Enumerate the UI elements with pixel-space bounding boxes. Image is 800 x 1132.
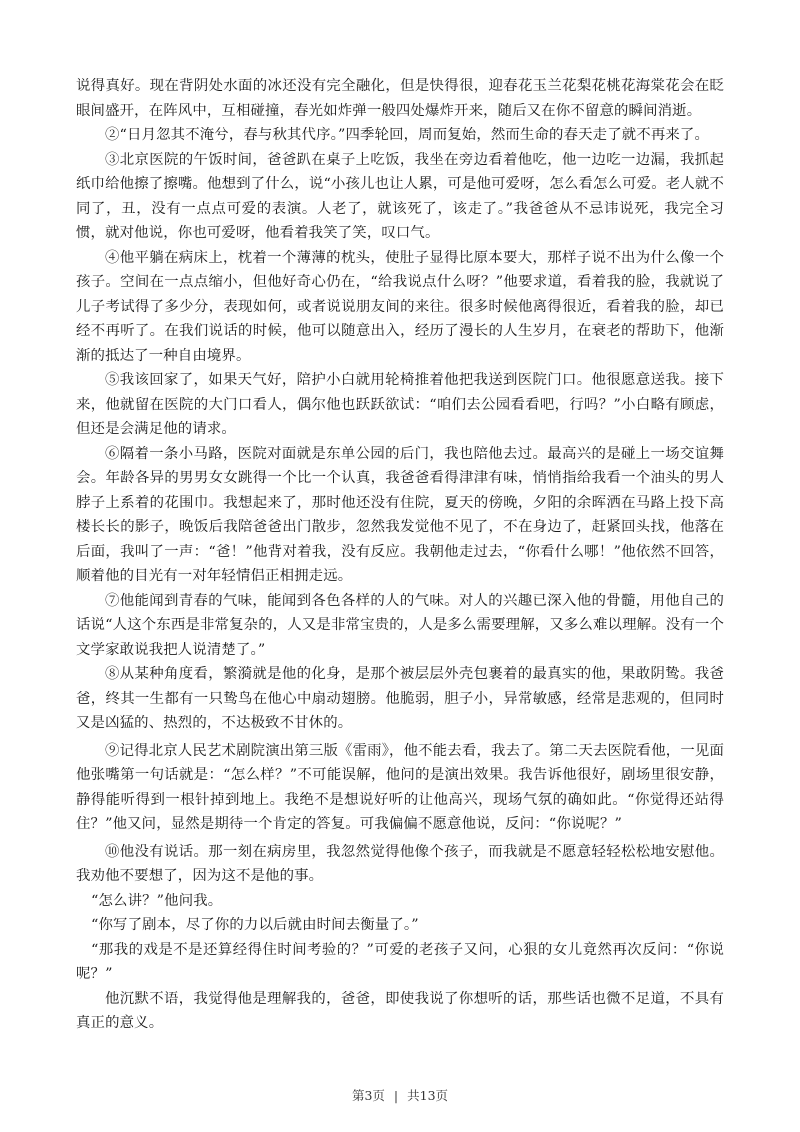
page-number: 第3页	[351, 1088, 385, 1103]
paragraph-3: ③北京医院的午饭时间，爸爸趴在桌子上吃饭，我坐在旁边看着他吃，他一边吃一边漏，我抓起纸巾给他擦了擦嘴。他想到了什么，说“小孩儿也让人累，可是他可爱呀，怎么看怎么可爱。老人就不同了，丑，没有一点点可爱的表演。人老了，就该死了，该走了。”我爸爸从不忌讳说死，我完全习惯，就对他说，你也可爱呀，他看着我笑了笑，叹口气。	[76, 151, 724, 241]
closing-paragraph: 他沉默不语，我觉得他是理解我的，爸爸，即使我说了你想听的话，那些话也微不足道，不具有真正的意义。	[76, 990, 724, 1031]
dialogue-line-1: “怎么讲？”他问我。	[91, 892, 223, 909]
paragraph-9: ⑨记得北京人民艺术剧院演出第三版《雷雨》，他不能去看，我去了。第二天去医院看他，一见面他张嘴第一句话就是：“怎么样？”不可能误解，他问的是演出效果。我告诉他很好，剧场里很安静，静得能听得到一根针掉到地上。我绝不是想说好听的让他高兴，现场气氛的确如此。“你觉得还站得住？”他又问，显然是期待一个肯定的答复。可我偏偏不愿意他说，反问：“你说呢？”	[76, 742, 724, 832]
dialogue-line-2: “你写了剧本，尽了你的力以后就由时间去衡量了。”	[91, 917, 419, 933]
dialogue-line-3: “那我的戏是不是还算经得住时间考验的？”可爱的老孩子又问，心狠的女儿竟然再次反问：“你说呢？”	[76, 941, 724, 982]
total-pages: 共13页	[407, 1088, 449, 1103]
footer-divider: |	[393, 1088, 399, 1103]
paragraph-5: ⑤我该回家了，如果天气好，陪护小白就用轮椅推着他把我送到医院门口。他很愿意送我。接下来，他就留在医院的大门口看人，偶尔他也跃跃欲试：“咱们去公园看看吧，行吗？”小白略有顾虑，但还是会满足他的请求。	[76, 372, 724, 437]
page-footer	[0, 1086, 800, 1104]
paragraph-8: ⑧从某种角度看，繁漪就是他的化身，是那个被层层外壳包裹着的最真实的他，果敢阴鸷。我爸爸，终其一生都有一只鸷鸟在他心中扇动翅膀。他脆弱，胆子小，异常敏感，经常是悲观的，但同时又是凶猛的、热烈的，不达极致不甘休的。	[76, 666, 724, 731]
paragraph-7: ⑦他能闻到青春的气味，能闻到各色各样的人的气味。对人的兴趣已深入他的骨髓，用他自己的话说“人这个东西是非常复杂的，人又是非常宝贵的，人是多么需要理解，又多么难以理解。没有一个文学家敢说我把人说清楚了。”	[76, 592, 724, 658]
paragraph-6: ⑥隔着一条小马路，医院对面就是东单公园的后门，我也陪他去过。最高兴的是碰上一场交谊舞会。年龄各异的男男女女跳得一个比一个认真，我爸爸看得津津有味，悄悄指给我看一个油头的男人脖子上系着的花围巾。我想起来了，那时他还没有住院，夏天的傍晚，夕阳的余晖洒在马路上投下高楼长长的影子，晚饭后我陪爸爸出门散步，忽然我发觉他不见了，不在身边了，赶紧回头找，他落在后面，我叫了一声：“爸！”他背对着我，没有反应。我朝他走过去，“你看什么哪！”他依然不回答，顺着他的目光有一对年轻情侣正相拥走远。	[76, 445, 724, 584]
paragraph-2: ②“日月忽其不淹兮，春与秋其代序。”四季轮回，周而复始，然而生命的春天走了就不再来了。	[105, 127, 709, 143]
paragraph-10: ⑩他没有说话。那一刻在病房里，我忽然觉得他像个孩子，而我就是不愿意轻轻松松地安慰他。我劝他不要想了，因为这不是他的事。	[76, 843, 724, 884]
document-body	[76, 74, 724, 1036]
paragraph-4: ④他平躺在病床上，枕着一个薄薄的枕头，使肚子显得比原本要大，那样子说不出为什么像一个孩子。空间在一点点缩小，但他好奇心仍在，“给我说点什么呀？”他要求道，看着我的脸，我就说了儿子考试得了多少分，表现如何，或者说说朋友间的来往。很多时候他离得很近，看着我的脸，却已经不再听了。在我们说话的时候，他可以随意出入，经历了漫长的人生岁月，在衰老的帮助下，他渐渐的抵达了一种自由境界。	[76, 249, 724, 364]
paragraph-continued: 说得真好。现在背阴处水面的冰还没有完全融化，但是快得很，迎春花玉兰花梨花桃花海棠花会在眨眼间盛开，在阵风中，互相碰撞，春光如炸弹一般四处爆炸开来，随后又在你不留意的瞬间消逝。	[76, 78, 724, 119]
